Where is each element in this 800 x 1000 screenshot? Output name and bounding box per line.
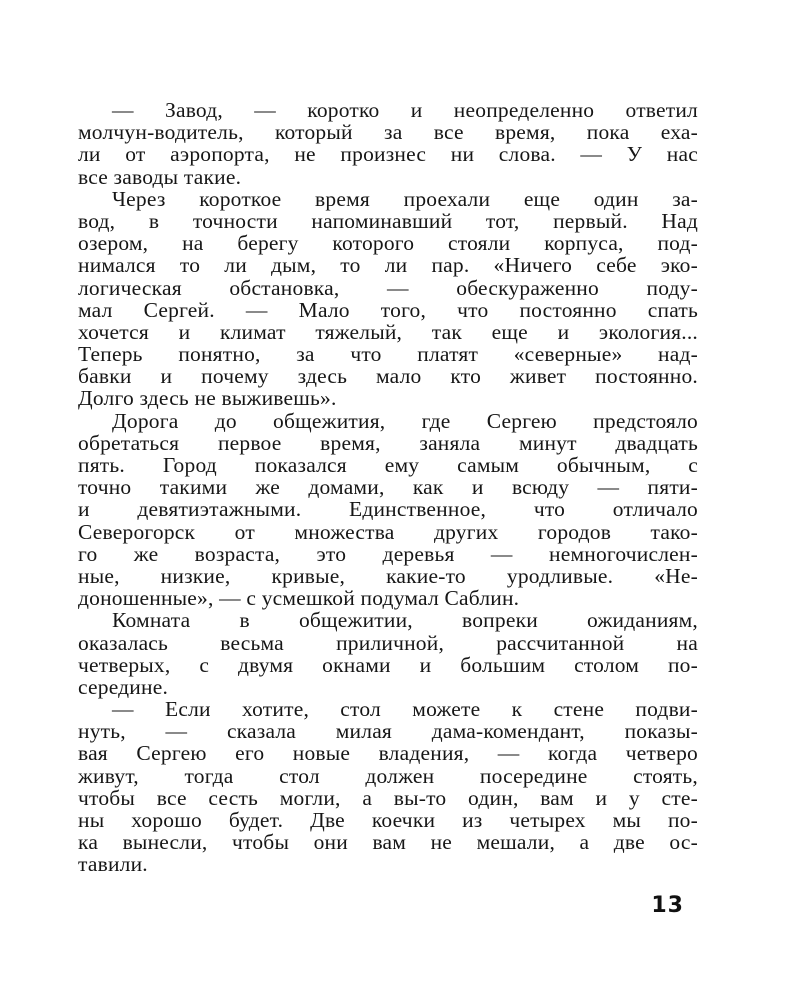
text-line: ны хорошо будет. Две коечки из четырех мы по- [78,808,698,832]
text-line: ли от аэропорта, не произнес ни слова. — У нас [78,142,698,167]
paragraph [78,698,698,876]
text-line: озером, на берегу которого стояли корпуса, под- [78,231,698,256]
text-line: и девятиэтажными. Единственное, что отличало [78,497,698,522]
text-line: молчун-водитель, который за все время, пока еха- [78,120,698,145]
paragraph [78,188,698,410]
text-line: все заводы такие. [78,164,242,189]
text-line: ка вынесли, чтобы они вам не мешали, а две ос- [78,830,698,855]
page-text [78,99,698,876]
text-line: тавили. [78,852,148,877]
text-line: точно такими же домами, как и всюду — пяти- [78,475,698,500]
text-line: Дорога до общежития, где Сергею предстояло [112,408,698,433]
text-line: нимался то ли дым, то ли пар. «Ничего себе эко- [78,253,698,278]
text-line: Теперь понятно, за что платят «северные» над- [78,342,698,367]
text-line: хочется и климат тяжелый, так еще и экология... [78,319,698,344]
text-line: нуть, — сказала милая дама-комендант, показы- [78,719,698,744]
text-line: середине. [78,674,169,699]
text-line: Долго здесь не выживешь». [78,386,337,411]
text-line: ные, низкие, кривые, какие-то уродливые. «Не- [78,563,698,588]
text-line: го же возраста, это деревья — немногочислен- [78,541,698,566]
text-line: живут, тогда стол должен посередине стоять, [78,763,698,788]
page-number: 13 [651,893,684,918]
text-line: доношенные», — с усмешкой подумал Саблин. [78,586,520,611]
text-line: оказалась весьма приличной, рассчитанной на [78,630,698,655]
text-line: вод, в точности напоминавший тот, первый. Над [78,208,698,233]
text-line: чтобы все сесть могли, а вы-то один, вам и у сте- [78,785,698,810]
text-line: — Если хотите, стол можете к стене подви- [112,697,698,722]
text-line: Северогорск от множества других городов тако- [78,519,698,544]
paragraph [78,410,698,610]
text-line: пять. Город показался ему самым обычным, с [78,453,698,477]
paragraph [78,609,698,698]
text-line: обретаться первое время, заняла минут двадцать [78,430,698,455]
text-line: мал Сергей. — Мало того, что постоянно спать [78,297,698,322]
paragraph [78,99,698,188]
text-line: Комната в общежитии, вопреки ожиданиям, [112,608,698,633]
text-line: вая Сергею его новые владения, — когда четверо [78,741,698,766]
text-line: — Завод, — коротко и неопределенно ответил [112,98,698,122]
text-line: логическая обстановка, — обескураженно поду- [78,275,698,300]
text-line: бавки и почему здесь мало кто живет постоянно. [78,364,698,389]
text-line: Через короткое время проехали еще один за- [112,186,698,211]
text-line: четверых, с двумя окнами и большим столом по- [78,652,698,677]
